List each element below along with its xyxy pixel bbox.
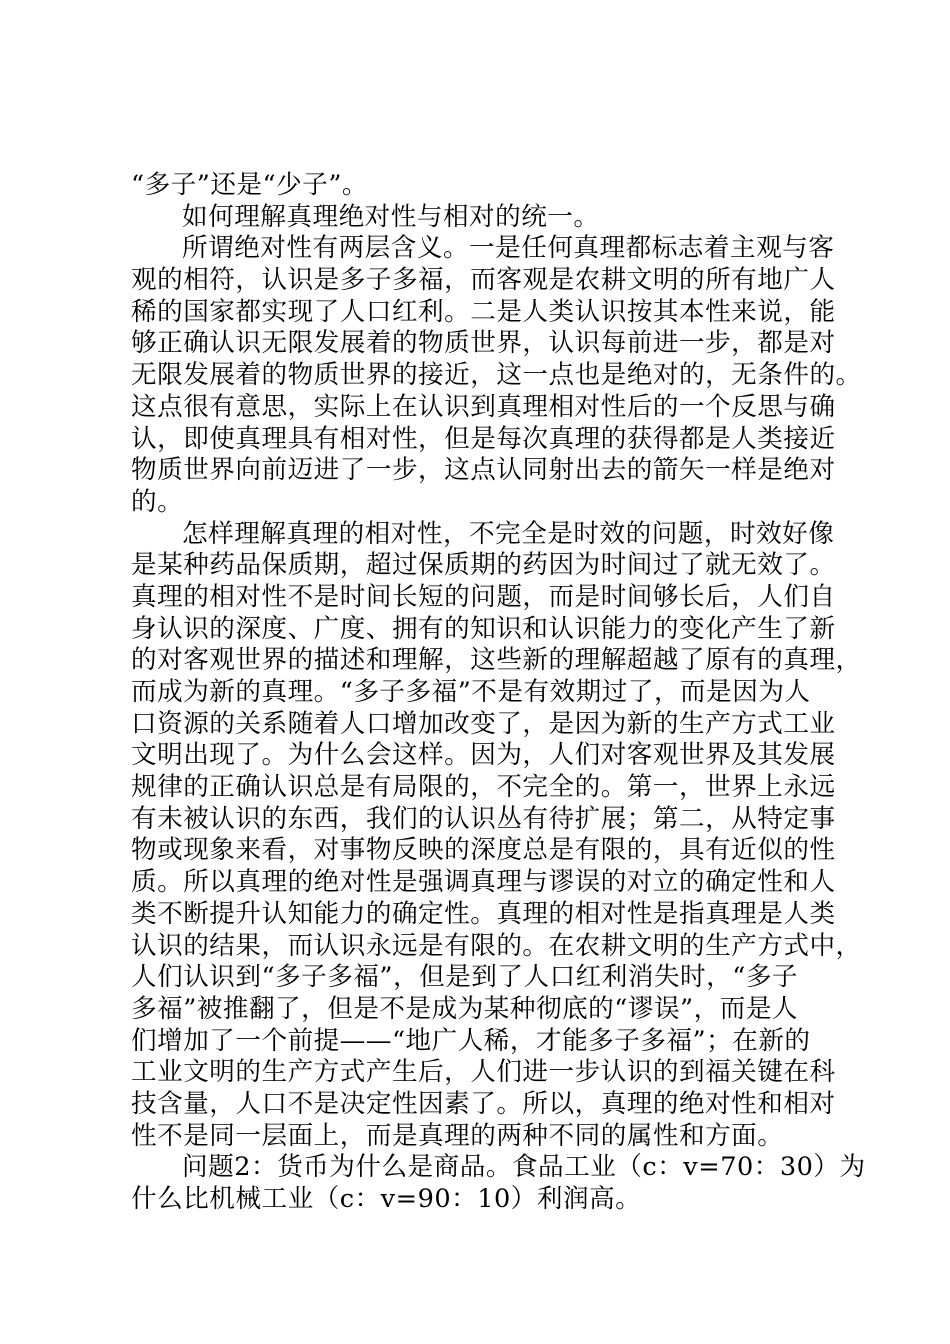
text-line: 问题2：货币为什么是商品。食品工业（c：v=70：30）为 <box>182 1152 866 1183</box>
text-line: “多子”还是“少子”。 <box>131 170 368 200</box>
text-line: 性不是同一层面上，而是真理的两种不同的属性和方面。 <box>131 1120 784 1151</box>
text-line: 够正确认识无限发展着的物质世界，认识每前进一步，都是对 <box>131 328 836 359</box>
text-line: 规律的正确认识总是有局限的，不完全的。第一，世界上永远 <box>131 772 836 803</box>
text-line: 是某种药品保质期，超过保质期的药因为时间过了就无效了。 <box>131 550 836 581</box>
text-line: 物质世界向前迈进了一步，这点认同射出去的箭矢一样是绝对 <box>131 455 836 486</box>
paragraph <box>131 233 862 518</box>
text-line: 质。所以真理的绝对性是强调真理与谬误的对立的确定性和人 <box>131 867 836 898</box>
text-line: 身认识的深度、广度、拥有的知识和认识能力的变化产生了新 <box>131 613 836 644</box>
text-line: 而成为新的真理。“多子多福”不是有效期过了，而是因为人 <box>131 677 811 707</box>
text-line: 的。 <box>131 486 184 517</box>
text-line: 口资源的关系随着人口增加改变了，是因为新的生产方式工业 <box>131 708 836 739</box>
text-line: 无限发展着的物质世界的接近，这一点也是绝对的，无条件的。 <box>131 360 862 391</box>
text-line: 的对客观世界的描述和理解，这些新的理解超越了原有的真理， <box>131 645 862 676</box>
text-line: 什么比机械工业（c：v=90：10）利润高。 <box>131 1184 642 1214</box>
text-line: 文明出现了。为什么会这样。因为，人们对客观世界及其发展 <box>131 740 836 771</box>
text-line: 认，即使真理具有相对性，但是每次真理的获得都是人类接近 <box>131 423 836 454</box>
paragraph <box>131 170 836 202</box>
document-body <box>131 170 866 1216</box>
text-line: 工业文明的生产方式产生后，人们进一步认识的到福关键在科 <box>131 1057 836 1088</box>
text-line: 类不断提升认知能力的确定性。真理的相对性是指真理是人类 <box>131 898 836 929</box>
text-line: 观的相符，认识是多子多福，而客观是农耕文明的所有地广人 <box>131 265 836 296</box>
paragraph <box>131 1152 866 1215</box>
text-line: 人们认识到“多子多福”，但是到了人口红利消失时，“多子 <box>131 962 799 993</box>
text-line: 技含量，人口不是决定性因素了。所以，真理的绝对性和相对 <box>131 1088 836 1119</box>
text-line: 多福”被推翻了，但是不是成为某种彻底的“谬误”，而是人 <box>131 993 799 1024</box>
text-line: 这点很有意思，实际上在认识到真理相对性后的一个反思与确 <box>131 391 836 422</box>
text-line: 真理的相对性不是时间长短的问题，而是时间够长后，人们自 <box>131 581 836 612</box>
text-line: 如何理解真理绝对性与相对的统一。 <box>182 201 600 232</box>
text-line: 怎样理解真理的相对性，不完全是时效的问题，时效好像 <box>182 518 835 549</box>
text-line: 物或现象来看，对事物反映的深度总是有限的，具有近似的性 <box>131 835 836 866</box>
paragraph <box>131 202 836 234</box>
text-line: 有未被认识的东西，我们的认识丛有待扩展；第二，从特定事 <box>131 803 836 834</box>
text-line: 们增加了一个前提——“地广人稀，才能多子多福”；在新的 <box>131 1025 811 1056</box>
paragraph <box>131 518 862 1153</box>
text-line: 认识的结果，而认识永远是有限的。在农耕文明的生产方式中， <box>131 930 862 961</box>
text-line: 稀的国家都实现了人口红利。二是人类认识按其本性来说，能 <box>131 296 836 327</box>
text-line: 所谓绝对性有两层含义。一是任何真理都标志着主观与客 <box>182 233 835 264</box>
